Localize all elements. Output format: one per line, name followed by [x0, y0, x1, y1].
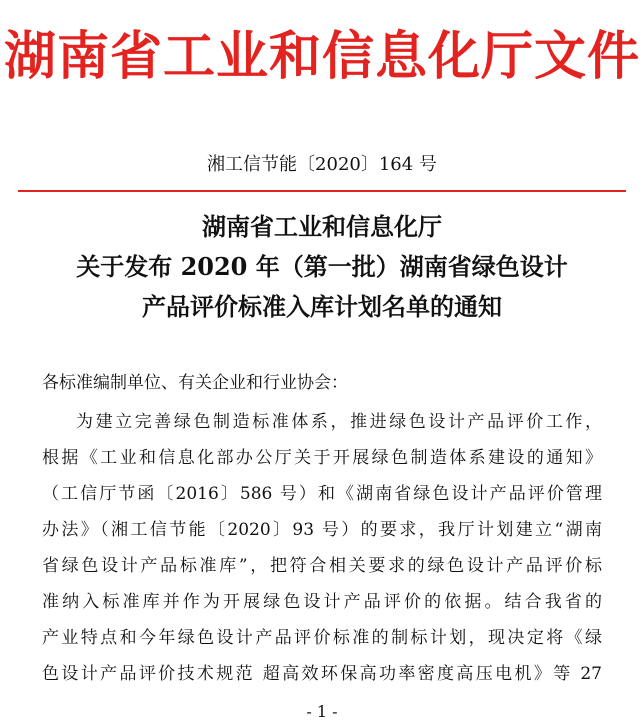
- page-number: - 1 -: [306, 702, 338, 721]
- notice-title-line-3: 产品评价标准入库计划名单的通知: [142, 292, 502, 321]
- notice-title-line-1: 湖南省工业和信息化厅: [202, 212, 442, 241]
- body-line: 准纳入标准库并作为开展绿色设计产品评价的依据。结合我省的: [42, 592, 602, 612]
- body-line: （工信厅节函〔2016〕586 号）和《湖南省绿色设计产品评价管理: [42, 484, 602, 504]
- body-line: 省绿色设计产品标准库”，把符合相关要求的绿色设计产品评价标: [42, 556, 602, 576]
- document-number: 湘工信节能〔2020〕164 号: [207, 154, 437, 175]
- addressee: 各标准编制单位、有关企业和行业协会：: [42, 373, 348, 393]
- body-line: 色设计产品评价技术规范 超高效环保高功率密度高压电机》等 27: [42, 664, 602, 684]
- notice-title-line-2: 关于发布 2020 年（第一批）湖南省绿色设计: [76, 252, 568, 281]
- body-paragraph: [42, 404, 602, 692]
- body-line: 为建立完善绿色制造标准体系，推进绿色设计产品评价工作，: [76, 412, 602, 432]
- body-line: 办法》（湘工信节能〔2020〕93 号）的要求，我厅计划建立“湖南: [42, 520, 602, 540]
- body-line: 产业特点和今年绿色设计产品评价标准的制标计划，现决定将《绿: [42, 628, 602, 648]
- body-line: 根据《工业和信息化部办公厅关于开展绿色制造体系建设的通知》: [42, 448, 602, 468]
- masthead-title: 湖南省工业和信息化厅文件: [3, 27, 640, 87]
- red-separator-line: [18, 190, 626, 192]
- notice-title: [0, 207, 644, 327]
